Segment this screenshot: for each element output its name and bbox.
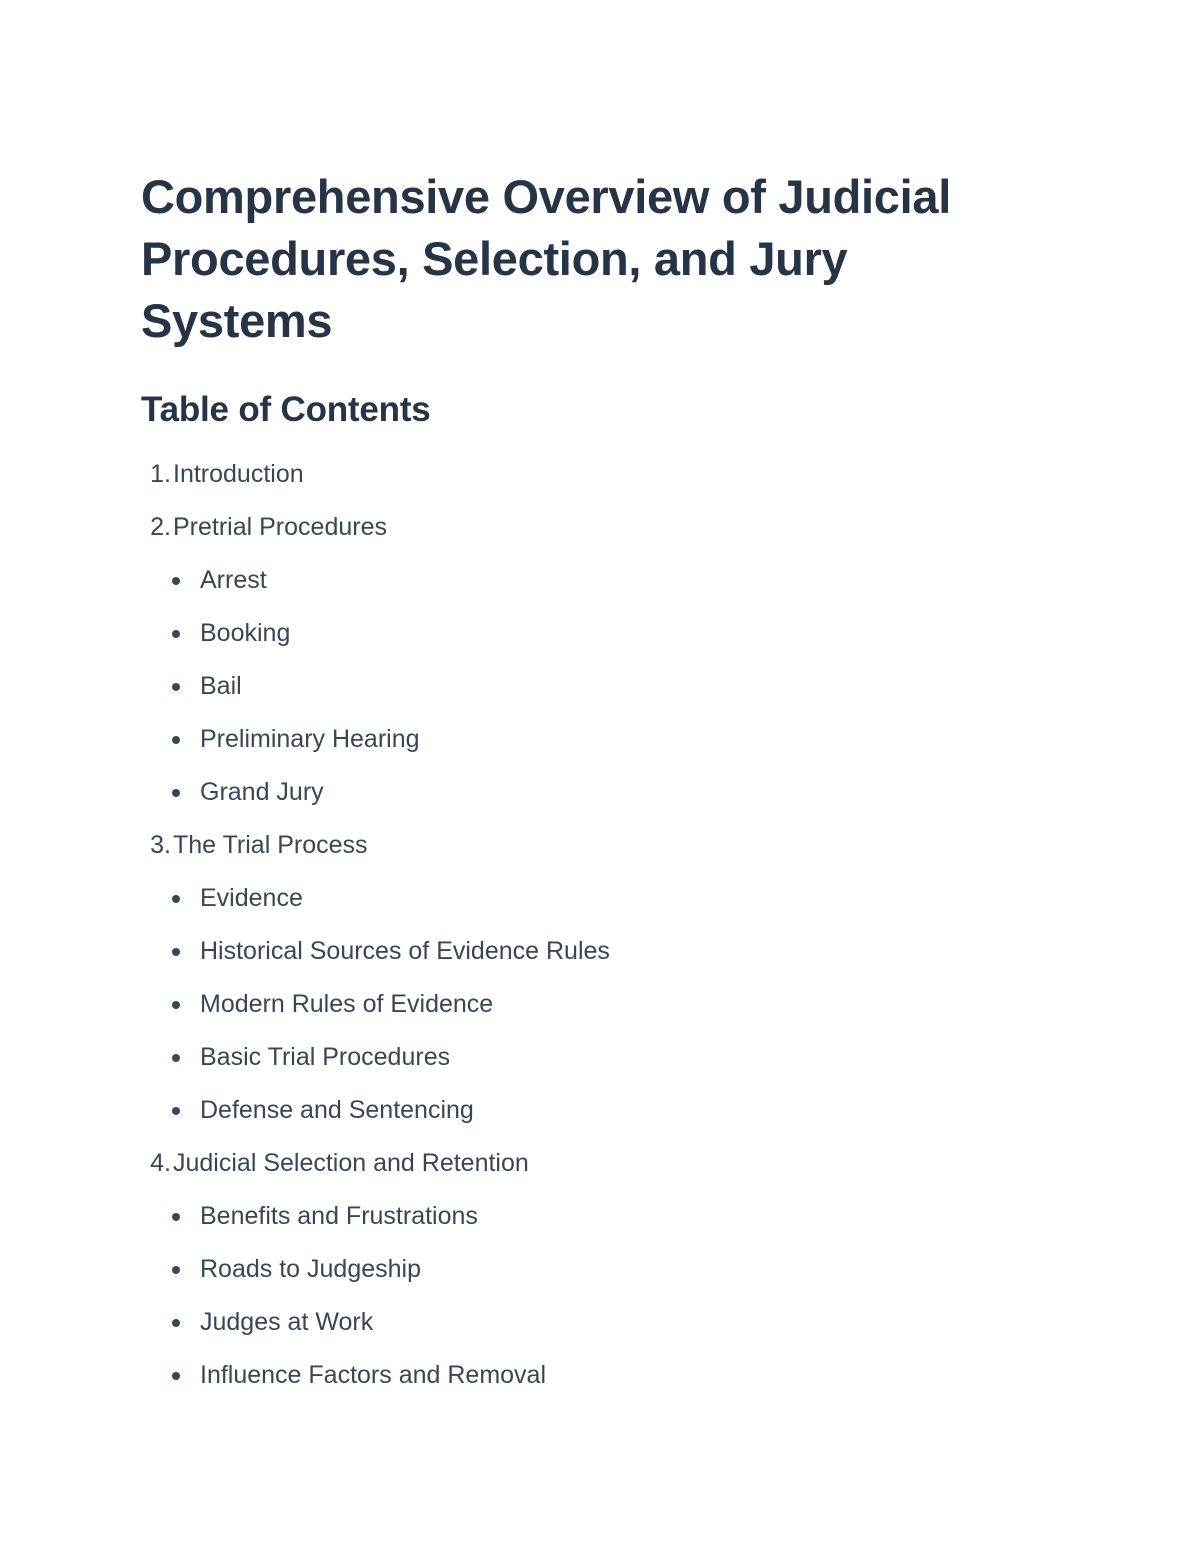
toc-subitem-bail[interactable] [141, 660, 1041, 713]
toc-subitem-historical-sources[interactable] [141, 925, 1041, 978]
toc-subitem-label: Bail [200, 672, 242, 700]
toc-subitem-label: Influence Factors and Removal [200, 1361, 547, 1389]
toc-subitem-judges-at-work[interactable] [141, 1296, 1041, 1349]
toc-subitem-modern-rules[interactable] [141, 978, 1041, 1031]
toc-subitem-label: Grand Jury [200, 778, 324, 806]
toc-item-judicial-selection[interactable] [141, 1137, 1041, 1190]
toc-heading: Table of Contents [141, 390, 431, 429]
toc-subitem-grand-jury[interactable] [141, 766, 1041, 819]
toc-item-number: 2. [150, 513, 171, 541]
toc-item-number: 4. [150, 1149, 171, 1177]
bullet-icon [172, 895, 180, 903]
bullet-icon [172, 1266, 180, 1274]
toc-item-trial-process[interactable] [141, 819, 1041, 872]
toc-item-label: The Trial Process [173, 831, 368, 859]
bullet-icon [172, 683, 180, 691]
toc-subitem-label: Booking [200, 619, 291, 647]
toc-subitem-roads-to-judgeship[interactable] [141, 1243, 1041, 1296]
bullet-icon [172, 1319, 180, 1327]
toc-item-pretrial-procedures[interactable] [141, 501, 1041, 554]
document-page [141, 166, 1041, 1402]
bullet-icon [172, 577, 180, 585]
toc-subitem-label: Judges at Work [200, 1308, 374, 1336]
toc-item-label: Introduction [173, 460, 304, 488]
bullet-icon [172, 736, 180, 744]
toc-subitem-label: Defense and Sentencing [200, 1096, 474, 1124]
bullet-icon [172, 789, 180, 797]
toc-item-label: Judicial Selection and Retention [173, 1149, 529, 1177]
document-title: Comprehensive Overview of Judicial Procedures, Selection, and Jury Systems [141, 170, 951, 347]
toc-subitem-benefits-frustrations[interactable] [141, 1190, 1041, 1243]
toc-item-label: Pretrial Procedures [173, 513, 387, 541]
bullet-icon [172, 1107, 180, 1115]
bullet-icon [172, 1372, 180, 1380]
bullet-icon [172, 948, 180, 956]
toc-list [141, 448, 1041, 1402]
toc-subitem-label: Basic Trial Procedures [200, 1043, 451, 1071]
toc-item-number: 1. [150, 460, 171, 488]
bullet-icon [172, 1213, 180, 1221]
toc-subitem-label: Modern Rules of Evidence [200, 990, 494, 1018]
bullet-icon [172, 630, 180, 638]
toc-subitem-label: Evidence [200, 884, 303, 912]
toc-subitem-booking[interactable] [141, 607, 1041, 660]
toc-subitem-label: Arrest [200, 566, 267, 594]
toc-subitem-basic-trial-procedures[interactable] [141, 1031, 1041, 1084]
toc-item-introduction[interactable] [141, 448, 1041, 501]
bullet-icon [172, 1001, 180, 1009]
toc-subitem-defense-sentencing[interactable] [141, 1084, 1041, 1137]
toc-subitem-influence-removal[interactable] [141, 1349, 1041, 1402]
toc-subitem-evidence[interactable] [141, 872, 1041, 925]
toc-subitem-label: Preliminary Hearing [200, 725, 420, 753]
toc-subitem-preliminary-hearing[interactable] [141, 713, 1041, 766]
toc-subitem-label: Historical Sources of Evidence Rules [200, 937, 610, 965]
toc-subitem-label: Benefits and Frustrations [200, 1202, 478, 1230]
toc-subitem-label: Roads to Judgeship [200, 1255, 421, 1283]
bullet-icon [172, 1054, 180, 1062]
toc-subitem-arrest[interactable] [141, 554, 1041, 607]
toc-item-number: 3. [150, 831, 171, 859]
